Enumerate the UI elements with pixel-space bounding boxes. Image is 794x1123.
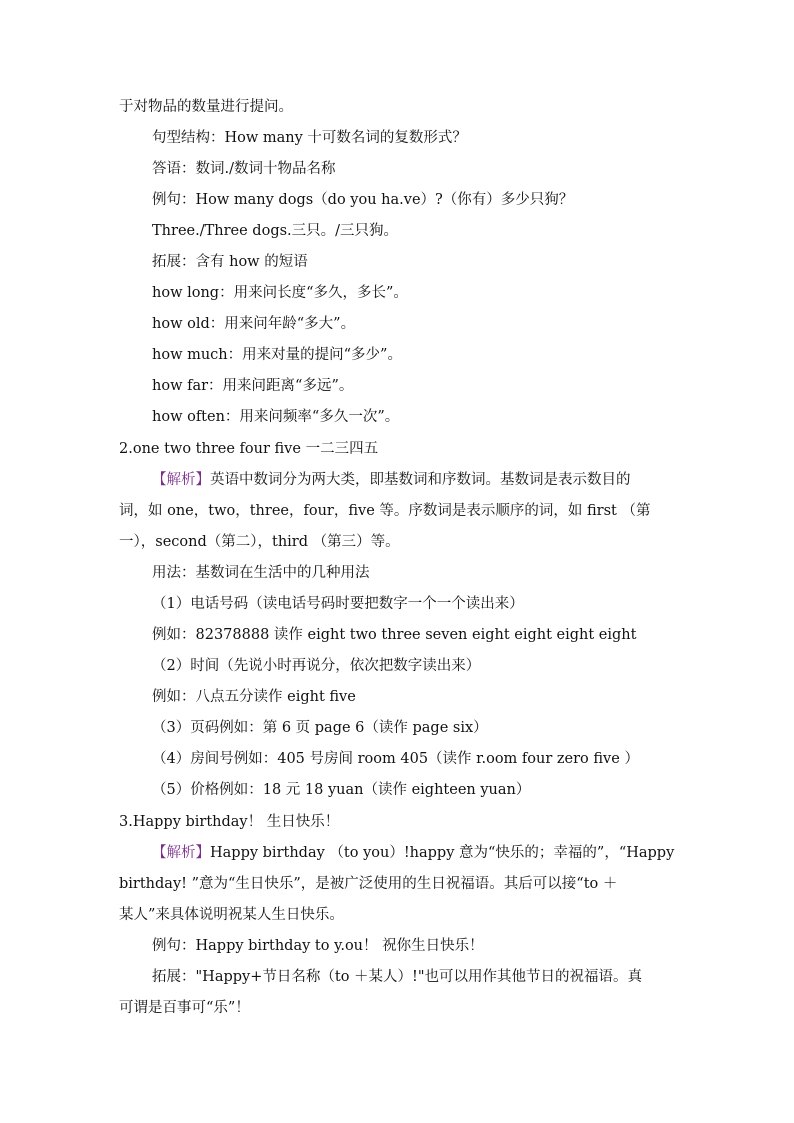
text-line: （2）时间（先说小时再说分，依次把数字读出来） xyxy=(152,658,481,674)
text-line: 词，如 one，two，three，four，five 等。序数词是表示顺序的词，如 first （第 xyxy=(119,503,651,519)
text-line: 句型结构：How many 十可数名词的复数形式？ xyxy=(152,130,467,146)
text-line xyxy=(152,470,631,490)
section-heading: 3.Happy birthday！ 生日快乐！ xyxy=(119,814,340,830)
text-line: （5）价格例如：18 元 18 yuan（读作 eighteen yuan） xyxy=(152,782,531,798)
text-line: how far：用来问距离“多远”。 xyxy=(152,378,354,394)
text-line: how long：用来问长度“多久，多长”。 xyxy=(152,285,408,301)
text-line: 答语：数词./数词十物品名称 xyxy=(152,161,336,177)
text-line: birthday! ”意为“生日快乐”，是被广泛使用的生日祝福语。其后可以接“to ＋ xyxy=(119,876,618,892)
text-line: how often：用来问频率“多久一次”。 xyxy=(152,409,400,425)
analysis-tag: 【解析】 xyxy=(152,845,210,861)
text-line: 拓展：含有 how 的短语 xyxy=(152,254,308,270)
text-line: Three./Three dogs.三只。/三只狗。 xyxy=(152,223,399,239)
text-line: 于对物品的数量进行提问。 xyxy=(119,99,293,115)
text-span: 英语中数词分为两大类，即基数词和序数词。基数词是表示数目的 xyxy=(210,472,631,488)
text-line: （1）电话号码（读电话号码时要把数字一个一个读出来） xyxy=(152,596,524,612)
text-line: 例句：How many dogs（do you ha.ve）?（你有）多少只狗？ xyxy=(152,192,574,208)
text-line: 拓展："Happy+节日名称（to ＋某人）!"也可以用作其他节日的祝福语。真 xyxy=(152,969,643,985)
text-line: 一），second（第二），third （第三）等。 xyxy=(119,534,400,550)
text-line: 某人”来具体说明祝某人生日快乐。 xyxy=(119,907,344,923)
text-line: 例如：八点五分读作 eight five xyxy=(152,689,356,705)
text-line: how much：用来对量的提问“多少”。 xyxy=(152,347,402,363)
text-line: 用法：基数词在生活中的几种用法 xyxy=(152,565,370,581)
analysis-tag: 【解析】 xyxy=(152,472,210,488)
text-line xyxy=(152,843,674,863)
text-line: （3）页码例如：第 6 页 page 6（读作 page six） xyxy=(152,720,488,736)
text-span: Happy birthday （to you）!happy 意为“快乐的；幸福的”，“Happy xyxy=(210,845,675,861)
text-line: 例句：Happy birthday to y.ou！ 祝你生日快乐！ xyxy=(152,938,484,954)
section-heading: 2.one two three four five 一二三四五 xyxy=(119,441,379,457)
text-line: （4）房间号例如：405 号房间 room 405（读作 r.oom four zero five ） xyxy=(152,751,639,767)
text-line: 例如：82378888 读作 eight two three seven eight eight eight eight xyxy=(152,627,637,643)
text-line: 可谓是百事可“乐”！ xyxy=(119,1000,250,1016)
text-line: how old：用来问年龄“多大”。 xyxy=(152,316,356,332)
